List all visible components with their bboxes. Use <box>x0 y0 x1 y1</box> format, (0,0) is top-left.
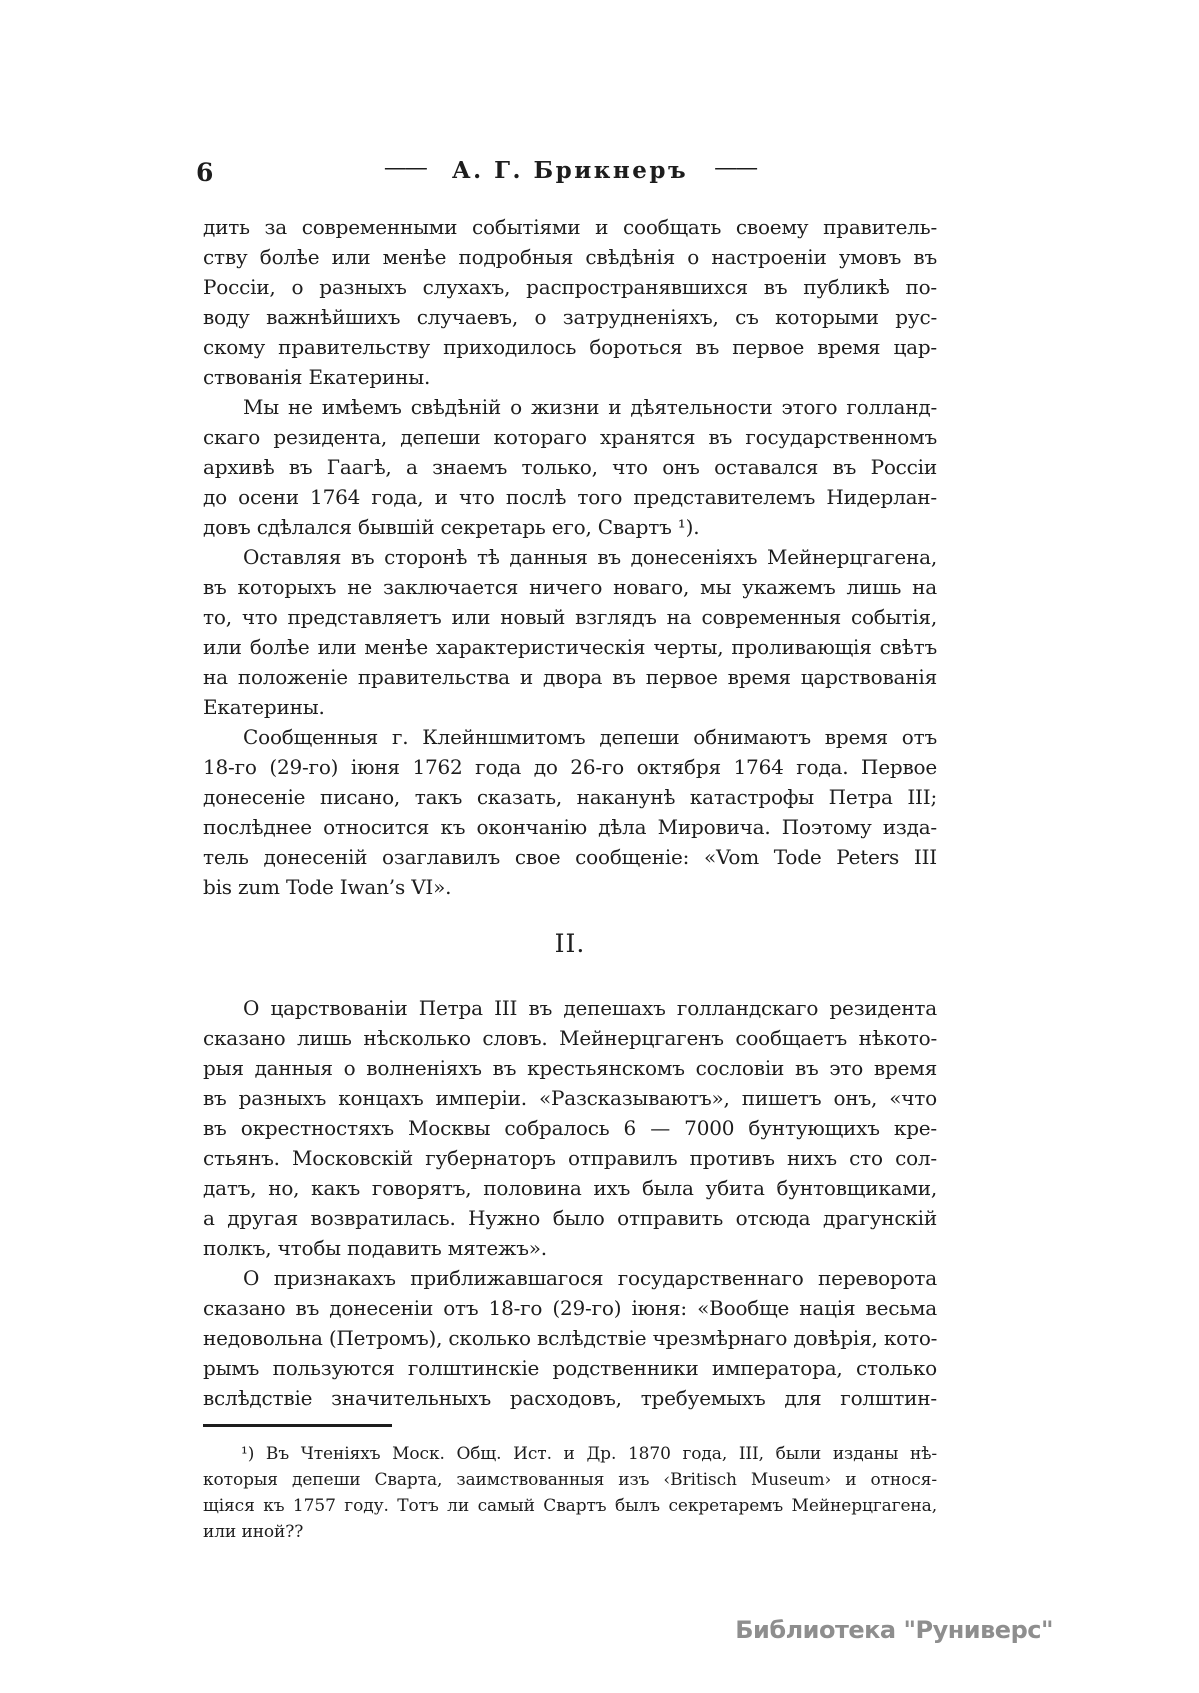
text-line: на положеніе правительства и двора въ первое время царствованія <box>203 665 937 689</box>
text-line: или болѣе или менѣе характеристическія черты, проливающія свѣтъ <box>203 635 937 659</box>
text-line: bis zum Tode Iwan’s VI». <box>203 875 452 899</box>
text-line: скому правительству приходилось бороться въ первое время цар- <box>203 335 937 359</box>
text-line: вслѣдствіе значительныхъ расходовъ, требуемыхъ для голштин- <box>203 1386 937 1410</box>
section-heading: II. <box>554 929 586 958</box>
text-line: полкъ, чтобы подавить мятежъ». <box>203 1236 547 1260</box>
paragraph <box>203 212 937 392</box>
text-line: Сообщенныя г. Клейншмитомъ депеши обнимаютъ время отъ <box>243 725 937 749</box>
text-line: Оставляя въ сторонѣ тѣ данныя въ донесеніяхъ Мейнерцгагена, <box>243 545 937 569</box>
text-line: щіяся къ 1757 году. Тотъ ли самый Свартъ былъ секретаремъ Мейнерцгагена, <box>203 1496 937 1516</box>
text-line: въ разныхъ концахъ имперіи. «Разсказываютъ», пишетъ онъ, «что <box>203 1086 937 1110</box>
text-line: которыя депеши Сварта, заимствованныя изъ ‹Britisch Museum› и относя- <box>203 1470 937 1490</box>
text-line: скаго резидента, депеши котораго хранятся въ государственномъ <box>203 425 937 449</box>
text-line: довъ сдѣлался бывшій секретарь его, Свартъ ¹). <box>203 515 700 539</box>
text-line: въ окрестностяхъ Москвы собралось 6 — 7000 бунтующихъ кре- <box>203 1116 937 1140</box>
text-line: ствованія Екатерины. <box>203 365 431 389</box>
body-text-lower <box>203 993 937 1413</box>
paragraph <box>203 993 937 1263</box>
text-line: тель донесеній озаглавилъ свое сообщеніе: «Vom Tode Peters III <box>203 845 937 869</box>
text-line: стьянъ. Московскій губернаторъ отправилъ противъ нихъ сто сол- <box>203 1146 937 1170</box>
paragraph <box>203 392 937 542</box>
text-line: или иной?? <box>203 1522 304 1542</box>
running-title: А. Г. Брикнеръ <box>451 157 689 184</box>
text-line: Россіи, о разныхъ слухахъ, распространявшихся въ публикѣ по- <box>203 275 937 299</box>
text-line: Мы не имѣемъ свѣдѣній о жизни и дѣятельности этого голланд- <box>243 395 937 419</box>
text-line: сказано въ донесеніи отъ 18-го (29-го) іюня: «Вообще нація весьма <box>203 1296 937 1320</box>
footnote <box>203 1441 937 1545</box>
text-line: датъ, но, какъ говорятъ, половина ихъ была убита бунтовщиками, <box>203 1176 937 1200</box>
text-line: дить за современными событіями и сообщать своему правитель- <box>203 215 937 239</box>
text-line: сказано лишь нѣсколько словъ. Мейнерцгагенъ сообщаетъ нѣкото- <box>203 1026 937 1050</box>
text-line: рыя данныя о волненіяхъ въ крестьянскомъ сословіи въ это время <box>203 1056 937 1080</box>
text-line: 18-го (29-го) іюня 1762 года до 26-го октября 1764 года. Первое <box>203 755 937 779</box>
text-line: ству болѣе или менѣе подробныя свѣдѣнія о настроеніи умовъ въ <box>203 245 937 269</box>
header-rule-right: —— <box>714 155 757 181</box>
text-line: О признакахъ приближавшагося государственнаго переворота <box>243 1266 937 1290</box>
body-text-upper <box>203 212 937 902</box>
footnote-separator <box>203 1424 392 1427</box>
text-line: О царствованіи Петра III въ депешахъ голландскаго резидента <box>243 996 937 1020</box>
text-line: до осени 1764 года, и что послѣ того представителемъ Нидерлан- <box>203 485 937 509</box>
text-line: недовольна (Петромъ), сколько вслѣдствіе чрезмѣрнаго довѣрія, кото- <box>203 1326 938 1350</box>
text-line: послѣднее относится къ окончанію дѣла Мировича. Поэтому изда- <box>203 815 937 839</box>
text-line: то, что представляетъ или новый взглядъ на современныя событія, <box>203 605 937 629</box>
text-line: ¹) Въ Чтеніяхъ Моск. Общ. Ист. и Др. 1870 года, III, были изданы нѣ- <box>241 1444 937 1464</box>
text-line: а другая возвратилась. Нужно было отправить отсюда драгунскій <box>203 1206 937 1230</box>
running-header <box>203 157 937 184</box>
page-number: 6 <box>196 158 214 187</box>
text-line: въ которыхъ не заключается ничего новаго, мы укажемъ лишь на <box>203 575 937 599</box>
text-line: рымъ пользуются голштинскіе родственники императора, столько <box>203 1356 937 1380</box>
paragraph <box>203 1263 937 1413</box>
library-watermark: Библиотека "Руниверс" <box>735 1616 1053 1644</box>
paragraph <box>203 542 937 722</box>
text-line: Екатерины. <box>203 695 325 719</box>
text-line: воду важнѣйшихъ случаевъ, о затрудненіяхъ, съ которыми рус- <box>203 305 937 329</box>
header-rule-left: —— <box>383 155 426 181</box>
text-line: донесеніе писано, такъ сказать, наканунѣ катастрофы Петра III; <box>203 785 937 809</box>
paragraph <box>203 722 937 902</box>
text-line: архивѣ въ Гаагѣ, а знаемъ только, что онъ оставался въ Россіи <box>203 455 937 479</box>
paragraph <box>203 1441 937 1545</box>
